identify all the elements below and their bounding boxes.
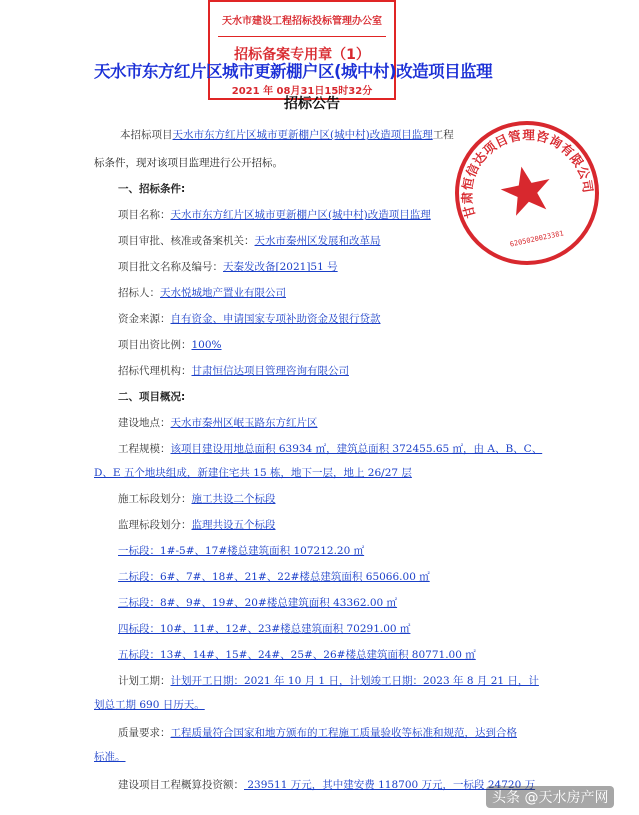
- seal-star-icon: [497, 161, 556, 217]
- field-label: 项目出资比例：: [118, 339, 192, 351]
- field-construction-lots: [118, 492, 276, 506]
- field-label: 监理标段划分：: [118, 519, 192, 531]
- page-title: 天水市东方红片区城市更新棚户区(城中村)改造项目监理: [94, 62, 493, 81]
- field-label: 建设项目工程概算投资额：: [118, 779, 244, 791]
- lot-item: 四标段：10#、11#、12#、23#楼总建筑面积 70291.00 ㎡: [118, 623, 411, 635]
- field-scale: [118, 442, 542, 456]
- field-label: 项目审批、核准或备案机关：: [118, 235, 255, 247]
- field-value: 甘肃恒信达项目管理咨询有限公司: [191, 365, 349, 377]
- field-label: 建设地点：: [118, 417, 171, 429]
- field-label: 工程规模：: [118, 443, 171, 455]
- lot-item: 三标段：8#、9#、19#、20#楼总建筑面积 43362.00 ㎡: [118, 597, 398, 609]
- field-value: 划总工期 690 日历天。: [94, 699, 205, 711]
- field-label: 招标人：: [118, 287, 160, 299]
- intro-project-name: 天水市东方红片区城市更新棚户区(城中村)改造项目监理: [172, 129, 433, 141]
- seal-ring-text: 甘肃恒信达项目管理咨询有限公司: [459, 127, 596, 220]
- field-label: 计划工期：: [118, 675, 171, 687]
- company-seal: [452, 118, 602, 268]
- field-fund-source: [118, 312, 381, 326]
- field-period: [118, 674, 539, 688]
- field-value: 239511 万元，其中建安费 118700 万元，一标段 24720 万: [244, 779, 536, 791]
- lot-item: 一标段：1#-5#、17#楼总建筑面积 107212.20 ㎡: [118, 545, 365, 557]
- field-value: 天水市东方红片区城市更新棚户区(城中村)改造项目监理: [170, 209, 431, 221]
- field-label: 施工标段划分：: [118, 493, 192, 505]
- source-watermark: 头条 @天水房产网: [486, 786, 614, 808]
- section2-heading: 二、项目概况:: [118, 391, 186, 403]
- field-approval-authority: [118, 234, 381, 248]
- field-quality: [118, 726, 517, 740]
- field-investment: [118, 778, 535, 792]
- field-value: 天水悦城地产置业有限公司: [160, 287, 286, 299]
- intro-prefix: 本招标项目: [120, 129, 173, 141]
- seal-code: 6205020023381: [509, 229, 565, 249]
- field-label: 招标代理机构：: [118, 365, 192, 377]
- stamp-datetime: 2021 年 08月31日15时32分: [231, 86, 373, 97]
- field-location: [118, 416, 318, 430]
- field-supervision-lots: [118, 518, 276, 532]
- field-value: 100%: [191, 339, 222, 351]
- field-funding-ratio: [118, 338, 222, 352]
- field-value: 计划开工日期：2021 年 10 月 1 日，计划竣工日期：2023 年 8 月 21 日，计: [170, 675, 539, 687]
- field-tenderer: [118, 286, 286, 300]
- field-value: 该项目建设用地总面积 63934 ㎡，建筑总面积 372455.65 ㎡，由 A、B、C、: [170, 443, 543, 455]
- field-scale-cont: [94, 466, 412, 480]
- page-subtitle: 招标公告: [284, 96, 340, 112]
- section1-heading: 一、招标条件:: [118, 183, 186, 195]
- field-value: 施工共设二个标段: [191, 493, 276, 505]
- field-value: 自有资金、申请国家专项补助资金及银行贷款: [170, 313, 381, 325]
- field-value: 标准。: [94, 751, 126, 763]
- field-agency: [118, 364, 349, 378]
- lot-item: 五标段：13#、14#、15#、24#、25#、26#楼总建筑面积 80771.00 ㎡: [118, 649, 476, 661]
- field-label: 项目名称：: [118, 209, 171, 221]
- field-value: 监理共设五个标段: [191, 519, 276, 531]
- stamp-divider: [218, 36, 386, 37]
- field-label: 质量要求：: [118, 727, 171, 739]
- filing-stamp: [208, 0, 396, 100]
- field-value: D、E 五个地块组成，新建住宅共 15 栋，地下一层，地上 26/27 层: [94, 467, 412, 479]
- field-period-cont: [94, 698, 205, 712]
- field-value: 工程质量符合国家和地方颁布的工程施工质量验收等标准和规范，达到合格: [170, 727, 517, 739]
- field-value: 天水市秦州区发展和改革局: [254, 235, 381, 247]
- intro-line-1: [120, 128, 454, 142]
- field-project-name: [118, 208, 431, 222]
- stamp-label: 招标备案专用章（1）: [234, 47, 370, 63]
- field-label: 资金来源：: [118, 313, 171, 325]
- field-label: 项目批文名称及编号：: [118, 261, 223, 273]
- field-value: 天秦发改备[2021]51 号: [223, 261, 338, 273]
- lot-item: 二标段：6#、7#、18#、21#、22#楼总建筑面积 65066.00 ㎡: [118, 571, 430, 583]
- field-value: 天水市秦州区岷玉路东方红片区: [170, 417, 318, 429]
- field-quality-cont: [94, 750, 126, 764]
- field-approval-number: [118, 260, 338, 274]
- intro-suffix: 工程: [432, 129, 454, 141]
- stamp-org: 天水市建设工程招标投标管理办公室: [222, 16, 382, 27]
- intro-line-2: 标条件，现对该项目监理进行公开招标。: [94, 157, 283, 169]
